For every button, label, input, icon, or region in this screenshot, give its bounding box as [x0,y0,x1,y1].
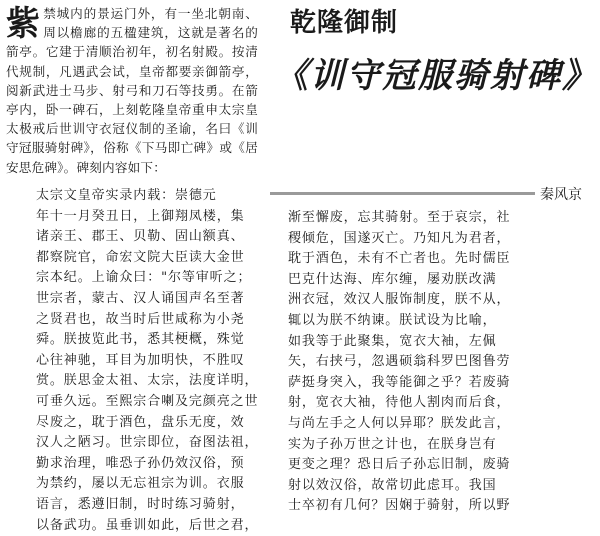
inscription-column-left [36,186,260,536]
author-name: 秦风京 [540,184,582,204]
inscription-line: 辄以为朕不纳谏。朕试设为比喻， [288,311,594,332]
inscription-line: 士卒初有几何？因娴于骑射，所以野 [288,496,594,517]
inscription-line: 世宗者，蒙古、汉人诵国声名至著 [36,289,260,310]
intro-text: 禁城内的景运门外，有一坐北朝南、周以檐廊的五楹建筑，这就是著名的箭亭。它建于清顺治初年，初名射殿。按清代规制，凡遇武会试，皇帝都要亲御箭亭，阅新武进士马步、射弓和刀石等技勇。在箭亭内，卧一碑石，上刻乾隆皇帝重申太宗皇太极戒后世训守衣冠仪制的圣谕，名曰《训守冠服骑射碑》，俗称《下马即亡碑》或《居安思危碑》。碑刻内容如下： [6,6,258,175]
inscription-line: 射以效汉俗，故常切此虑耳。我国 [288,476,594,497]
inscription-line: 耽于酒色，未有不亡者也。先时儒臣 [288,249,594,270]
inscription-line: 巴克什达海、库尔缠，屡劝朕改满 [288,270,594,291]
inscription-line: 语言，悉遵旧制，时时练习骑射， [36,495,260,516]
inscription-column-right [288,208,594,517]
article-headline: 《训守冠服骑射碑》 [274,48,598,97]
inscription-line: 勤求治理，唯恐子孙仍效汉俗，预 [36,454,260,475]
drop-cap: 紫 [6,6,40,42]
intro-paragraph [6,4,258,177]
inscription-line: 尽废之，耽于酒色，盘乐无度，效 [36,413,260,434]
inscription-line: 太宗文皇帝实录内载：崇德元 [36,186,260,207]
byline-rule [270,192,535,195]
inscription-line: 年十一月癸丑日，上御翔凤楼，集 [36,207,260,228]
inscription-line: 实为子孙万世之计也，在朕身岂有 [288,435,594,456]
kicker-title: 乾隆御制 [290,2,398,39]
inscription-line: 稷倾危，国遂灭亡。乃知凡为君者， [288,229,594,250]
inscription-line: 可垂久远。至熙宗合喇及完颜亮之世 [36,392,260,413]
inscription-line: 更变之理？恐日后子孙忘旧制，废骑 [288,455,594,476]
inscription-line: 宗本纪。上谕众曰："尔等审听之； [36,268,260,289]
inscription-line: 洲衣冠，效汉人服饰制度，朕不从， [288,290,594,311]
inscription-line: 心往神驰，耳目为加明快，不胜叹 [36,351,260,372]
inscription-line: 射，宽衣大袖，待他人割肉而后食， [288,393,594,414]
inscription-line: 如我等于此聚集，宽衣大袖，左佩 [288,332,594,353]
inscription-line: 与尚左手之人何以异耶？朕发此言， [288,414,594,435]
inscription-line: 渐至懈废，忘其骑射。至于哀宗，社 [288,208,594,229]
inscription-line: 舜。朕披览此书，悉其梗概，殊觉 [36,330,260,351]
inscription-line: 诸亲王、郡王、贝勒、固山额真、 [36,227,260,248]
inscription-line: 萨挺身突入，我等能御之乎？若废骑 [288,373,594,394]
inscription-line: 矢，右挟弓，忽遇硕翁科罗巴图鲁劳 [288,352,594,373]
inscription-line: 以备武功。虽垂训如此，后世之君， [36,516,260,536]
inscription-line: 都察院官，命宏文院大臣读大金世 [36,248,260,269]
inscription-line: 为禁约，屡以无忘祖宗为训。衣服 [36,474,260,495]
inscription-line: 赏。朕思金太祖、太宗，法度详明， [36,371,260,392]
inscription-line: 之贤君也，故当时后世咸称为小尧 [36,310,260,331]
inscription-line: 汉人之陋习。世宗即位，奋图法祖， [36,433,260,454]
